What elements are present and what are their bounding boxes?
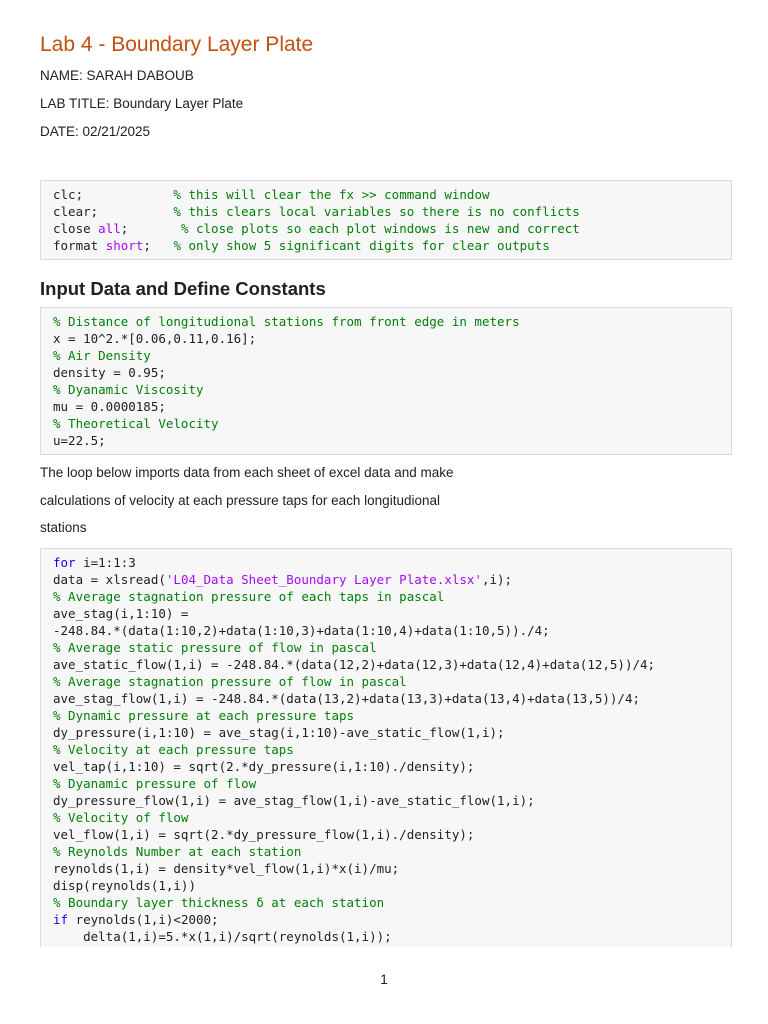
code-token-text: i=1:1:3 (75, 555, 136, 570)
code-token-text: ave_stag_flow(1,i) = -248.84.*(data(13,2)+data(13,3)+data(13,4)+data(13,5))/4; (53, 691, 640, 706)
code-line (53, 186, 719, 203)
code-token-comment: % Average stagnation pressure of each taps in pascal (53, 589, 445, 604)
page-number: 1 (380, 972, 388, 987)
code-token-text: ave_static_flow(1,i) = -248.84.*(data(12,2)+data(12,3)+data(12,4)+data(12,5))/4; (53, 657, 656, 672)
code-block-setup (40, 180, 732, 260)
code-token-text: ,i); (481, 572, 513, 587)
code-token-text: mu = 0.0000185; (53, 399, 166, 414)
code-line (53, 860, 719, 877)
code-token-comment: % only show 5 significant digits for clear outputs (173, 238, 550, 253)
code-token-text: clc; (53, 187, 174, 202)
code-token-text: ave_stag(i,1:10) = (53, 606, 189, 621)
code-line (53, 554, 719, 571)
code-line (53, 656, 719, 673)
page-title: Lab 4 - Boundary Layer Plate (40, 33, 314, 56)
code-line (53, 622, 719, 639)
code-token-comment: % Velocity of flow (53, 810, 189, 825)
code-token-text: x = 10^2.*[0.06,0.11,0.16]; (53, 331, 257, 346)
code-line (53, 639, 719, 656)
code-token-keyword: for (53, 555, 76, 570)
code-token-comment: % Reynolds Number at each station (53, 844, 302, 859)
code-token-comment: % Theoretical Velocity (53, 416, 219, 431)
code-line (53, 237, 719, 254)
code-line (53, 673, 719, 690)
code-token-text: format (53, 238, 106, 253)
code-token-string: short (105, 238, 144, 253)
code-token-comment: % Air Density (53, 348, 151, 363)
paragraph-line: stations (40, 520, 87, 535)
code-token-text: reynolds(1,i)<2000; (68, 912, 219, 927)
code-line (53, 843, 719, 860)
code-token-text: disp(reynolds(1,i)) (53, 878, 196, 893)
code-token-string: all (98, 221, 121, 236)
code-token-text: vel_tap(i,1:10) = sqrt(2.*dy_pressure(i,1:10)./density); (53, 759, 475, 774)
code-token-text: close (53, 221, 99, 236)
code-line (53, 398, 719, 415)
code-line (53, 707, 719, 724)
code-block-loop (40, 548, 732, 947)
code-line (53, 724, 719, 741)
code-line (53, 775, 719, 792)
code-token-keyword: if (53, 912, 69, 927)
code-token-comment: % close plots so each plot windows is new and correct (180, 221, 580, 236)
code-line (53, 220, 719, 237)
code-block-constants (40, 307, 732, 455)
code-token-comment: % this will clear the fx >> command window (173, 187, 490, 202)
code-token-comment: % Velocity at each pressure taps (53, 742, 294, 757)
code-line (53, 571, 719, 588)
code-line (53, 605, 719, 622)
code-token-text: clear; (53, 204, 174, 219)
code-token-text: delta(1,i)=5.*x(1,i)/sqrt(reynolds(1,i)); (53, 929, 392, 944)
code-token-text: ; (143, 238, 174, 253)
code-line (53, 203, 719, 220)
code-token-comment: % Average stagnation pressure of flow in pascal (53, 674, 407, 689)
code-token-comment: % Dynamic pressure at each pressure taps (53, 708, 355, 723)
code-line (53, 911, 719, 928)
code-token-comment: % this clears local variables so there is no conflicts (173, 204, 580, 219)
paragraph-line: The loop below imports data from each sheet of excel data and make (40, 465, 454, 480)
code-token-text: ; (120, 221, 181, 236)
code-token-text: density = 0.95; (53, 365, 166, 380)
code-line (53, 758, 719, 775)
code-line (53, 330, 719, 347)
code-token-text: dy_pressure(i,1:10) = ave_stag(i,1:10)-ave_static_flow(1,i); (53, 725, 505, 740)
section-heading: Input Data and Define Constants (40, 278, 326, 299)
date-line: DATE: 02/21/2025 (40, 124, 151, 139)
code-line (53, 313, 719, 330)
code-token-text: dy_pressure_flow(1,i) = ave_stag_flow(1,i)-ave_static_flow(1,i); (53, 793, 535, 808)
paragraph-line: calculations of velocity at each pressure taps for each longitudional (40, 493, 440, 508)
lab-title-line: LAB TITLE: Boundary Layer Plate (40, 96, 244, 111)
code-token-comment: % Average static pressure of flow in pascal (53, 640, 377, 655)
code-line (53, 826, 719, 843)
code-token-text: reynolds(1,i) = density*vel_flow(1,i)*x(i)/mu; (53, 861, 400, 876)
code-line (53, 347, 719, 364)
code-line (53, 690, 719, 707)
code-token-comment: % Dyanamic Viscosity (53, 382, 204, 397)
code-line (53, 432, 719, 449)
code-token-text: data = xlsread( (53, 572, 166, 587)
code-token-string: 'L04_Data Sheet_Boundary Layer Plate.xlsx' (165, 572, 482, 587)
code-token-comment: % Boundary layer thickness δ at each station (53, 895, 385, 910)
code-line (53, 364, 719, 381)
code-token-text: vel_flow(1,i) = sqrt(2.*dy_pressure_flow(1,i)./density); (53, 827, 475, 842)
code-token-comment: % Dyanamic pressure of flow (53, 776, 257, 791)
code-line (53, 415, 719, 432)
code-line (53, 928, 719, 945)
code-line (53, 741, 719, 758)
code-line (53, 894, 719, 911)
code-line (53, 792, 719, 809)
code-line (53, 877, 719, 894)
code-line (53, 588, 719, 605)
code-token-text: u=22.5; (53, 433, 106, 448)
code-token-comment: % Distance of longitudional stations from front edge in meters (53, 314, 520, 329)
code-line (53, 381, 719, 398)
name-line: NAME: SARAH DABOUB (40, 68, 194, 83)
code-line (53, 809, 719, 826)
code-token-text: -248.84.*(data(1:10,2)+data(1:10,3)+data(1:10,4)+data(1:10,5))./4; (53, 623, 550, 638)
